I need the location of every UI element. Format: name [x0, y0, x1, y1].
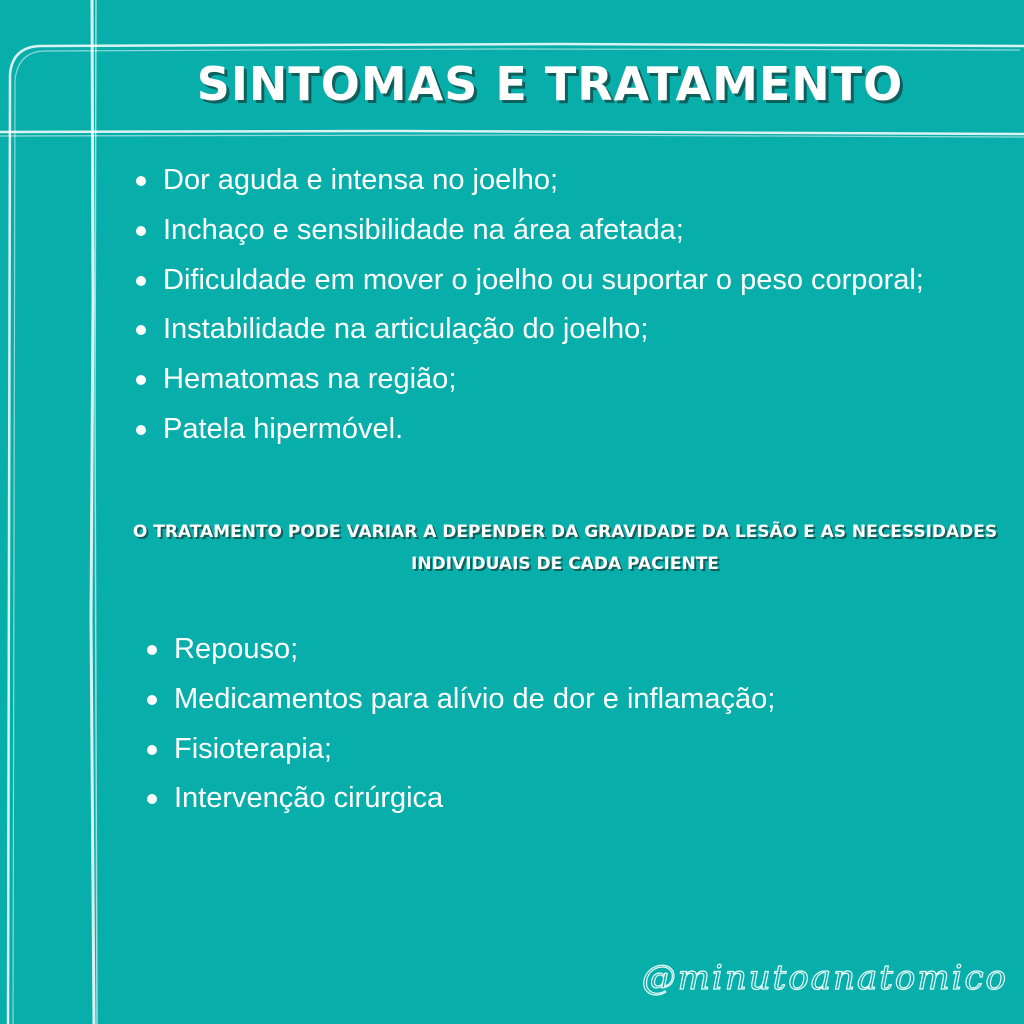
treatment-note: O TRATAMENTO PODE VARIAR A DEPENDER DA GRAVIDADE DA LESÃO E AS NECESSIDADES INDIVIDUAIS DE CADA PACIENTE — [132, 522, 998, 574]
symptom-text: Inchaço e sensibilidade na área afetada; — [163, 213, 684, 246]
page-title: SINTOMAS E TRATAMENTO — [196, 57, 904, 111]
treatment-list — [147, 625, 775, 824]
bullet-icon — [147, 645, 157, 655]
symptom-text: Dor aguda e intensa no joelho; — [163, 164, 559, 196]
bullet-icon — [136, 325, 146, 335]
bullet-icon — [147, 745, 157, 755]
list-item — [136, 355, 924, 405]
list-item — [136, 156, 924, 206]
symptom-text: Patela hipermóvel. — [163, 412, 404, 445]
list-item — [147, 774, 775, 824]
bullet-icon — [136, 176, 146, 186]
treatment-text: Repouso; — [174, 633, 299, 665]
treatment-text: Fisioterapia; — [174, 732, 332, 765]
bullet-icon — [136, 425, 146, 435]
list-item — [136, 206, 924, 256]
list-item — [136, 256, 924, 306]
bullet-icon — [147, 794, 157, 804]
symptom-text: Instabilidade na articulação do joelho; — [163, 313, 649, 346]
bullet-icon — [136, 375, 146, 385]
bullet-icon — [136, 226, 146, 236]
list-item — [147, 675, 775, 725]
bullet-icon — [147, 695, 157, 705]
social-handle: @minutoanatomico — [641, 958, 1008, 998]
list-item — [136, 305, 924, 355]
list-item — [147, 725, 775, 775]
bullet-icon — [136, 276, 146, 286]
symptom-text: Dificuldade em mover o joelho ou suportar o peso corporal; — [163, 263, 924, 296]
symptom-text: Hematomas na região; — [163, 363, 457, 396]
treatment-text: Medicamentos para alívio de dor e inflamação; — [174, 682, 776, 715]
symptoms-list — [136, 156, 924, 455]
treatment-text: Intervenção cirúrgica — [174, 782, 444, 815]
list-item — [136, 405, 924, 455]
list-item — [147, 625, 775, 675]
